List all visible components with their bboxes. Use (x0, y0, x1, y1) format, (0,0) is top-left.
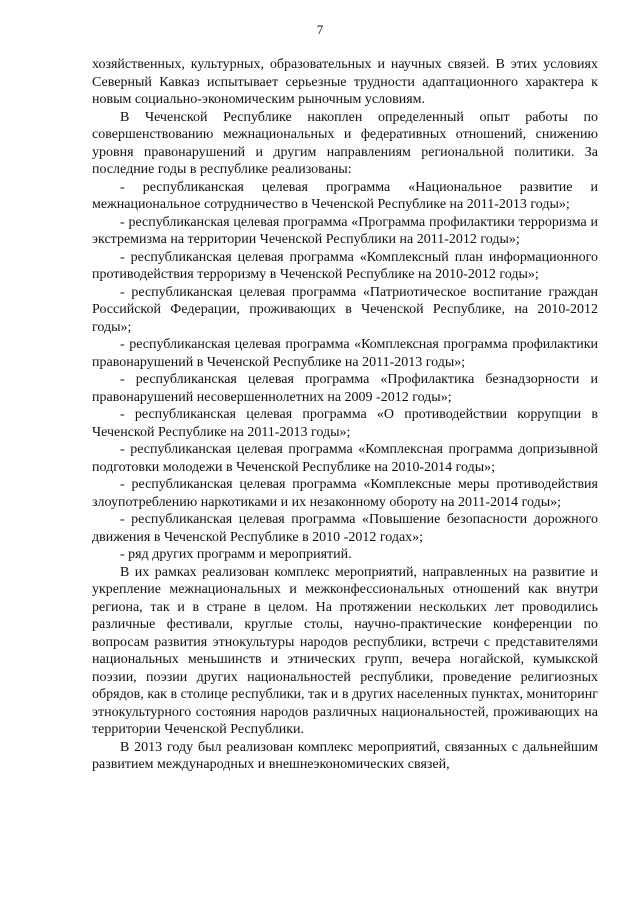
list-item: - республиканская целевая программа «Программа профилактики терроризма и экстремизма на территории Чеченской Республики на 2011-2012 годы»; (92, 214, 598, 247)
list-item: - республиканская целевая программа «Профилактика безнадзорности и правонарушений несовершеннолетних на 2009 -2012 годы»; (92, 372, 598, 405)
list-item: - республиканская целевая программа «О противодействии коррупции в Чеченской Республике на 2011-2013 годы»; (92, 407, 598, 440)
paragraph: В 2013 году был реализован комплекс мероприятий, связанных с дальнейшим развитием международных и внешнеэкономических связей, (92, 739, 598, 772)
list-item: - республиканская целевая программа «Национальное развитие и межнациональное сотрудничество в Чеченской Республике на 2011-2013 годы»; (92, 179, 598, 212)
list-item: - республиканская целевая программа «Патриотическое воспитание граждан Российской Федерации, проживающих в Чеченской Республике, на 2010-2012 годы»; (92, 284, 598, 335)
list-item: - ряд других программ и мероприятий. (120, 547, 352, 562)
document-body (92, 56, 598, 774)
paragraph: В их рамках реализован комплекс мероприятий, направленных на развитие и укрепление межнациональных и межконфессиональных отношений как внутри региона, так и в стране в целом. На протяжении нескольких лет проводились различные фестивали, круглые столы, научно-практические конференции по вопросам развития этнокультуры народов республики, встречи с представителями национальных меньшинств и этнических групп, вечера ногайской, кумыкской поэзии, поэзии других национальностей республики, проведение религиозных обрядов, как в столице республики, так и в других населенных пунктах, мониторинг этнокультурного состояния народов различных национальностей, проживающих на территории Чеченской Республики. (92, 564, 598, 737)
list-item: - республиканская целевая программа «Комплексные меры противодействия злоупотреблению наркотиками и их незаконному обороту на 2011-2014 годы»; (92, 477, 598, 510)
paragraph: хозяйственных, культурных, образовательных и научных связей. В этих условиях Северный Кавказ испытывает серьезные трудности адаптационного характера к новым социально-экономическим рыночным условиям. (92, 57, 598, 107)
page-number: 7 (316, 22, 324, 37)
list-item: - республиканская целевая программа «Комплексная программа допризывной подготовки молодежи в Чеченской Республике на 2010-2014 годы»; (92, 442, 598, 475)
list-item: - республиканская целевая программа «Повышение безопасности дорожного движения в Чеченской Республике в 2010 -2012 годах»; (92, 512, 598, 545)
list-item: - республиканская целевая программа «Комплексная программа профилактики правонарушений в Чеченской Республике на 2011-2013 годы»; (92, 337, 598, 370)
paragraph: В Чеченской Республике накоплен определенный опыт работы по совершенствованию межнациональных и федеративных отношений, снижению уровня правонарушений и другим направлениям региональной политики. За последние годы в республике реализованы: (92, 109, 598, 177)
list-item: - республиканская целевая программа «Комплексный план информационного противодействия терроризму в Чеченской Республике на 2010-2012 годы»; (92, 249, 598, 282)
